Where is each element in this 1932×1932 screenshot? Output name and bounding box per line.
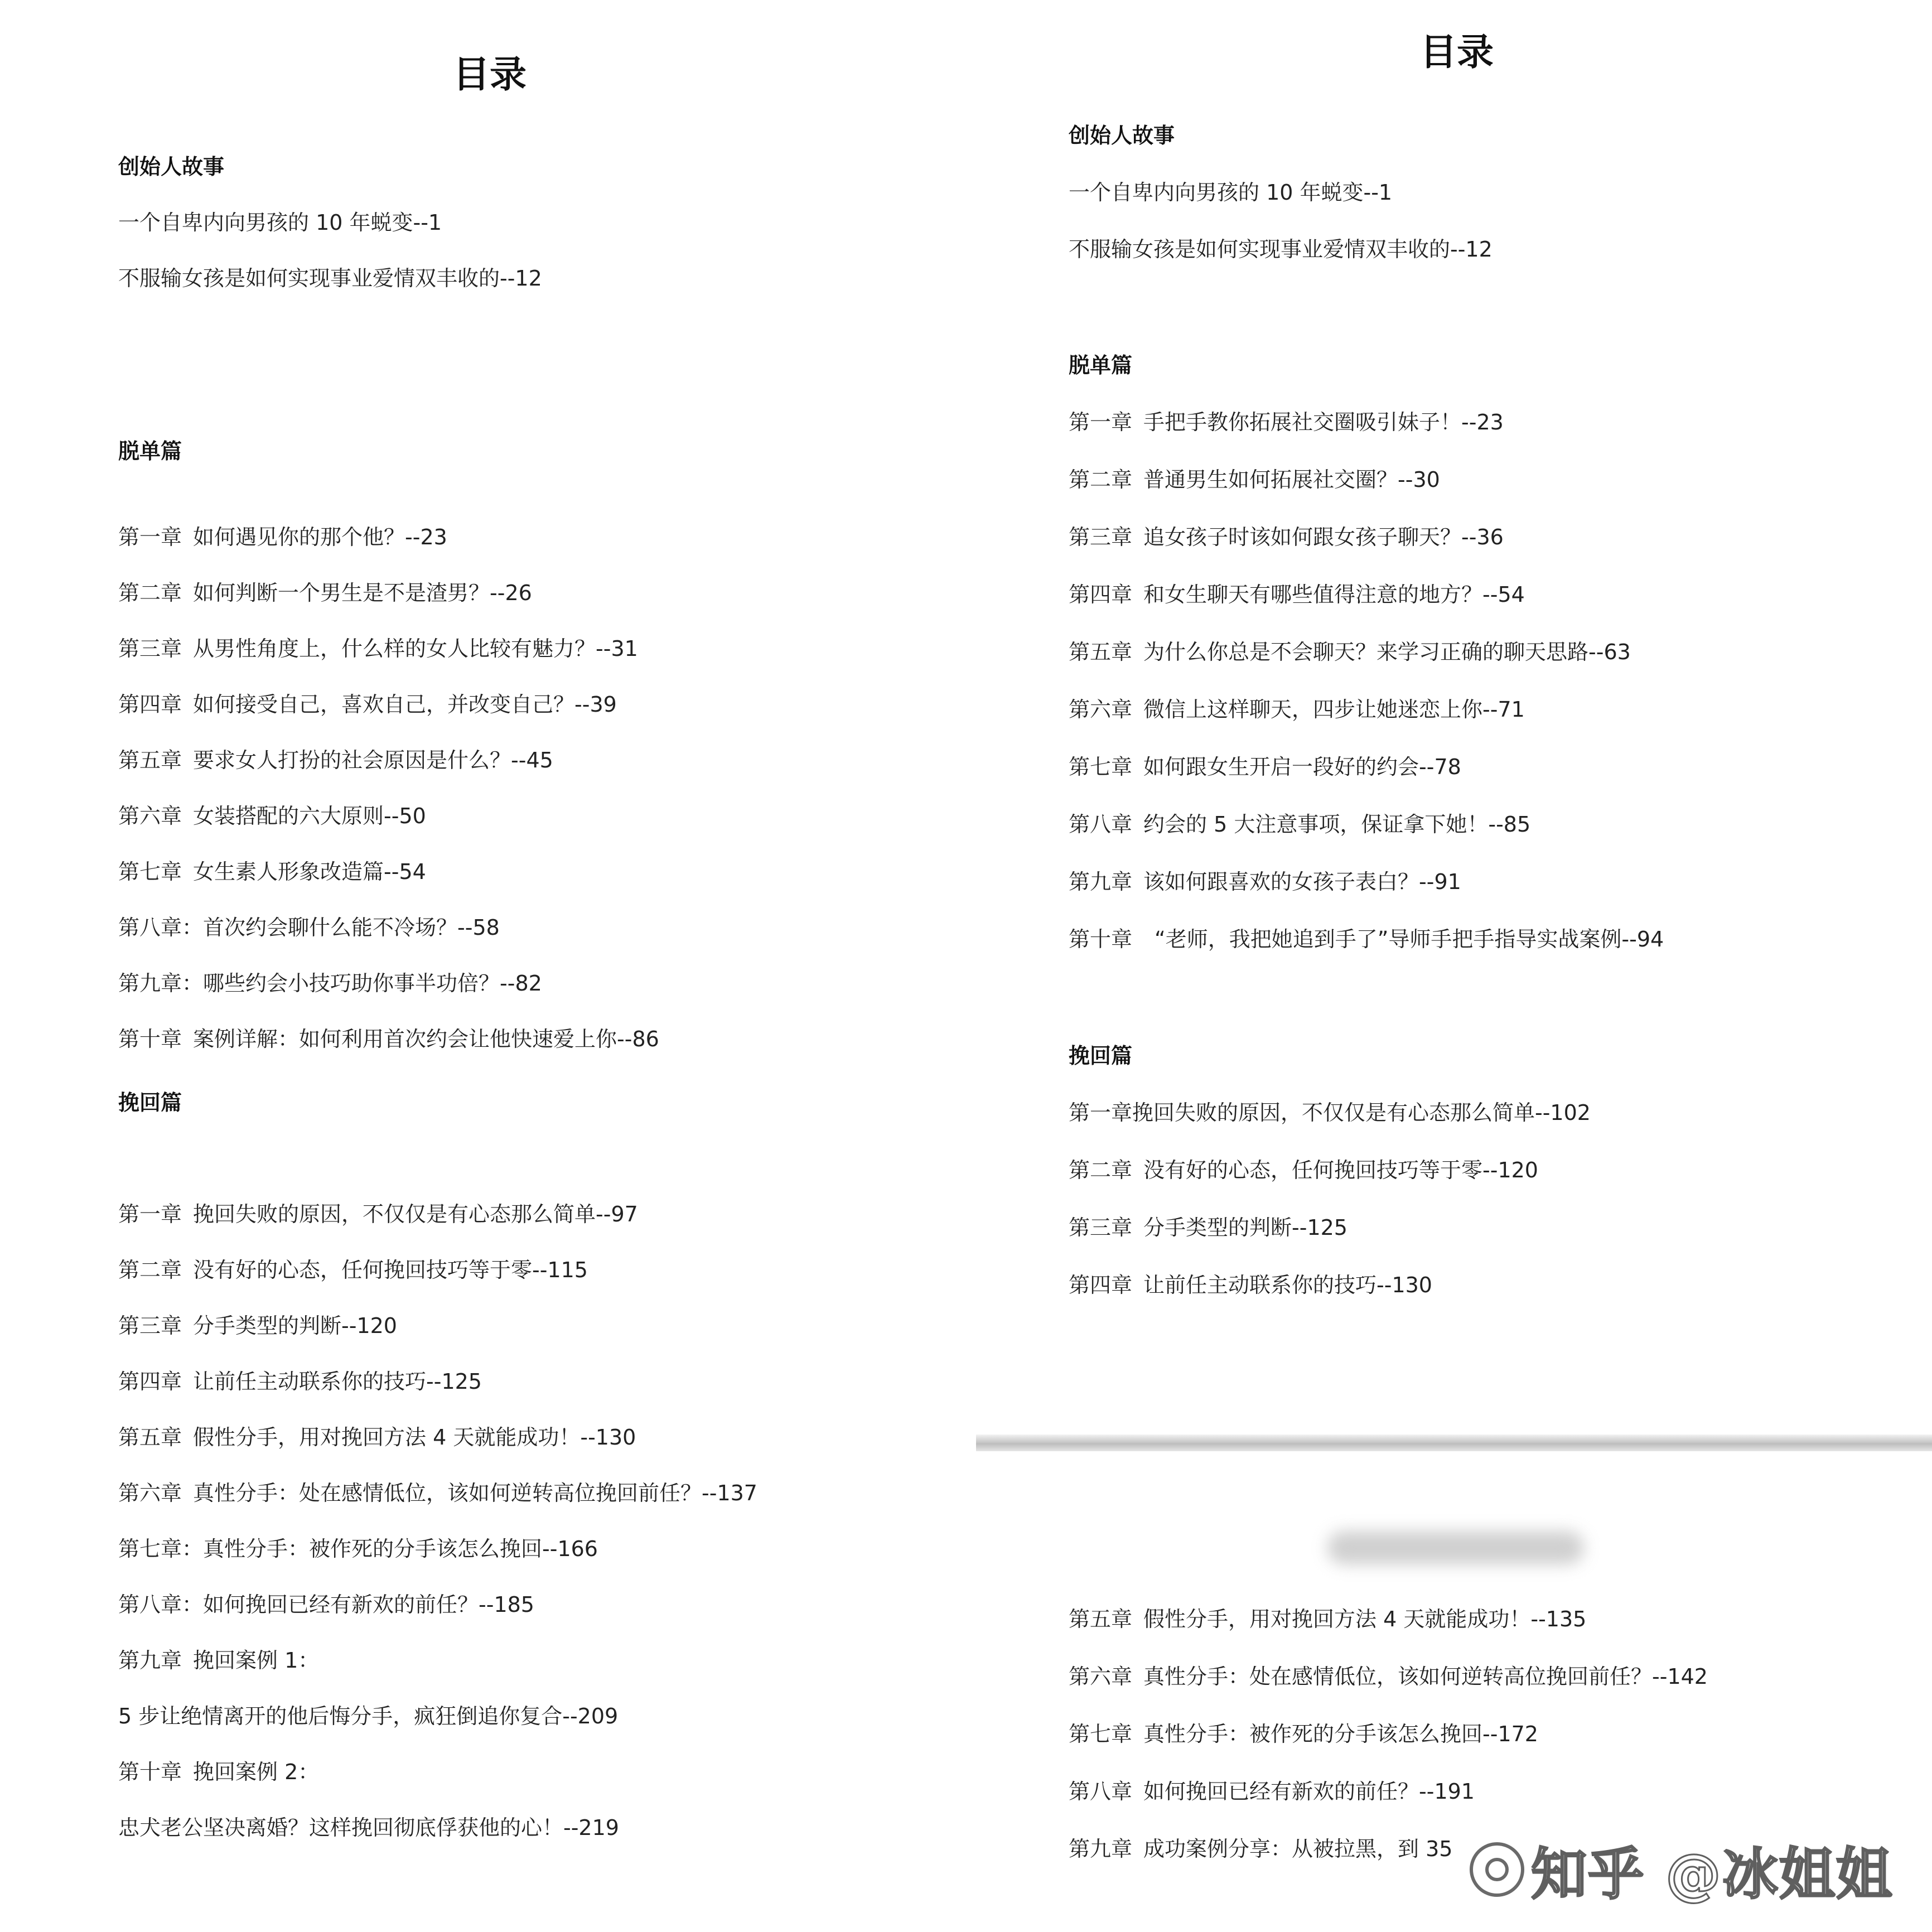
toc-entry: 第七章 真性分手：被作死的分手该怎么挽回--172 — [1069, 1722, 1538, 1746]
toc-entry: 第一章 如何遇见你的那个他？--23 — [118, 525, 447, 549]
toc-entry: 第七章 女生素人形象改造篇--54 — [118, 859, 426, 884]
toc-entry: 第十章 案例详解：如何利用首次约会让他快速爱上你--86 — [118, 1027, 659, 1051]
page-divider — [976, 1434, 1932, 1451]
toc-entry: 第三章 分手类型的判断--120 — [118, 1313, 397, 1338]
toc-entry: 第六章 真性分手：处在感情低位，该如何逆转高位挽回前任？--142 — [1069, 1664, 1708, 1689]
toc-entry: 第八章 约会的 5 大注意事项，保证拿下她！--85 — [1069, 812, 1531, 837]
zhihu-at-icon — [1470, 1842, 1524, 1897]
toc-entry: 第五章 要求女人打扮的社会原因是什么？--45 — [118, 748, 553, 772]
toc-title: 目录 — [453, 53, 527, 96]
section-heading-founder: 创始人故事 — [118, 154, 225, 179]
toc-entry: 第二章 如何判断一个男生是不是渣男？--26 — [118, 581, 532, 605]
toc-entry: 第二章 普通男生如何拓展社交圈？--30 — [1069, 467, 1440, 492]
toc-entry: 第一章挽回失败的原因，不仅仅是有心态那么简单--102 — [1069, 1100, 1591, 1125]
toc-entry: 第四章 让前任主动联系你的技巧--130 — [1069, 1273, 1432, 1297]
watermark-text: 知乎 @冰姐姐 — [1531, 1842, 1893, 1907]
watermark — [1470, 1829, 1893, 1910]
toc-entry: 忠犬老公坚决离婚？这样挽回彻底俘获他的心！--219 — [118, 1815, 619, 1840]
toc-entry: 第三章 从男性角度上，什么样的女人比较有魅力？--31 — [118, 636, 638, 661]
toc-entry: 一个自卑内向男孩的 10 年蜕变--1 — [1069, 180, 1393, 205]
toc-entry: 第八章 如何挽回已经有新欢的前任？--191 — [1069, 1779, 1475, 1804]
toc-entry: 第六章 真性分手：处在感情低位，该如何逆转高位挽回前任？--137 — [118, 1481, 757, 1505]
toc-entry: 第九章 该如何跟喜欢的女孩子表白？--91 — [1069, 870, 1461, 894]
section-heading-recovery: 挽回篇 — [118, 1090, 182, 1115]
toc-entry: 5 步让绝情离开的他后悔分手，疯狂倒追你复合--209 — [118, 1704, 619, 1728]
toc-entry: 一个自卑内向男孩的 10 年蜕变--1 — [118, 210, 442, 235]
toc-entry: 不服输女孩是如何实现事业爱情双丰收的--12 — [118, 266, 542, 291]
section-heading-founder: 创始人故事 — [1069, 123, 1175, 148]
blurred-heading — [1327, 1531, 1584, 1564]
toc-entry: 第五章 为什么你总是不会聊天？来学习正确的聊天思路--63 — [1069, 640, 1631, 664]
section-heading-recovery: 挽回篇 — [1069, 1044, 1133, 1068]
toc-title: 目录 — [1420, 31, 1494, 74]
toc-entry: 第一章 手把手教你拓展社交圈吸引妹子！--23 — [1069, 410, 1504, 434]
toc-entry: 第三章 分手类型的判断--125 — [1069, 1215, 1347, 1240]
toc-entry: 第九章 成功案例分享：从被拉黑，到 35 — [1069, 1837, 1453, 1861]
toc-entry: 第五章 假性分手，用对挽回方法 4 天就能成功！--130 — [118, 1425, 636, 1450]
toc-entry: 不服输女孩是如何实现事业爱情双丰收的--12 — [1069, 237, 1493, 262]
toc-entry: 第二章 没有好的心态，任何挽回技巧等于零--120 — [1069, 1158, 1538, 1182]
section-heading-single: 脱单篇 — [118, 439, 182, 463]
toc-entry: 第五章 假性分手，用对挽回方法 4 天就能成功！--135 — [1069, 1607, 1587, 1631]
toc-entry: 第六章 女装搭配的六大原则--50 — [118, 804, 426, 828]
toc-entry: 第二章 没有好的心态，任何挽回技巧等于零--115 — [118, 1258, 588, 1282]
toc-entry: 第六章 微信上这样聊天，四步让她迷恋上你--71 — [1069, 697, 1525, 722]
toc-entry: 第十章 挽回案例 2： — [118, 1760, 320, 1784]
toc-entry: 第九章 挽回案例 1： — [118, 1648, 320, 1673]
toc-entry: 第一章 挽回失败的原因，不仅仅是有心态那么简单--97 — [118, 1202, 638, 1226]
toc-entry: 第八章：首次约会聊什么能不冷场？--58 — [118, 915, 500, 940]
toc-entry: 第七章 如何跟女生开启一段好的约会--78 — [1069, 755, 1461, 779]
toc-entry: 第八章：如何挽回已经有新欢的前任？--185 — [118, 1592, 534, 1617]
toc-entry: 第四章 和女生聊天有哪些值得注意的地方？--54 — [1069, 582, 1525, 607]
section-heading-single: 脱单篇 — [1069, 353, 1133, 378]
toc-entry: 第九章：哪些约会小技巧助你事半功倍？--82 — [118, 971, 542, 996]
toc-entry: 第四章 让前任主动联系你的技巧--125 — [118, 1369, 482, 1394]
toc-entry: 第三章 追女孩子时该如何跟女孩子聊天？--36 — [1069, 525, 1504, 549]
toc-entry: 第四章 如何接受自己，喜欢自己，并改变自己？--39 — [118, 692, 617, 717]
toc-entry: 第十章 “老师，我把她追到手了”导师手把手指导实战案例--94 — [1069, 927, 1664, 951]
toc-entry: 第七章：真性分手：被作死的分手该怎么挽回--166 — [118, 1537, 598, 1561]
toc-page-right — [976, 0, 1932, 1932]
